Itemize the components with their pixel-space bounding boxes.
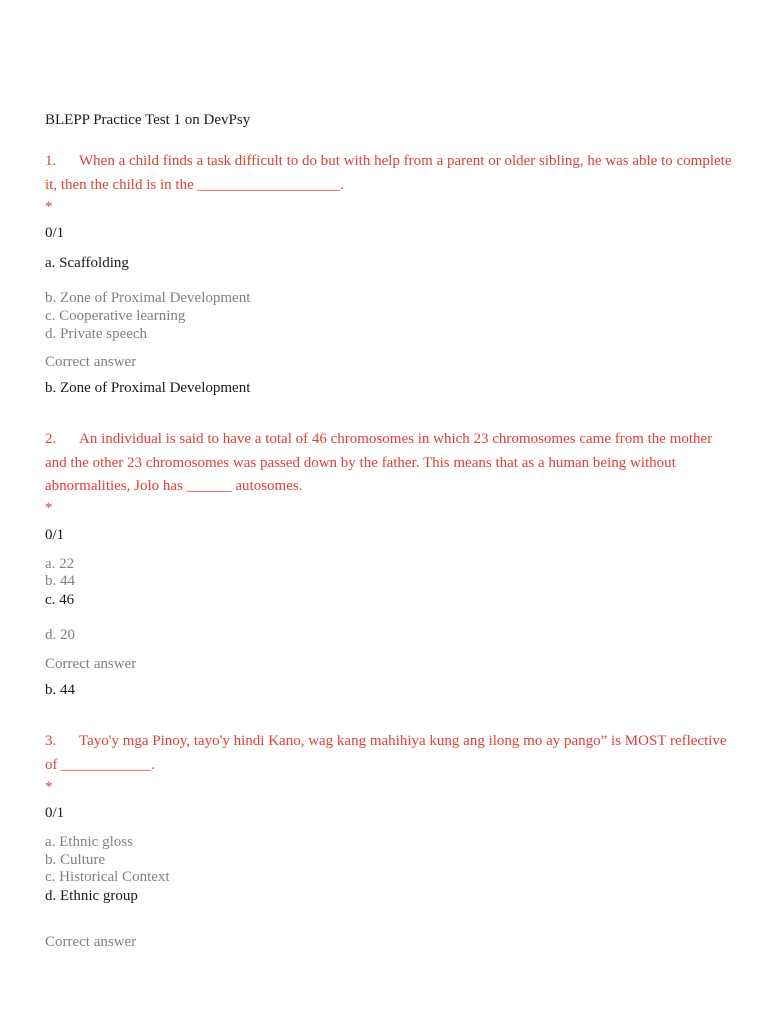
question-1-number: 1. <box>45 153 57 169</box>
required-mark: * <box>45 500 53 516</box>
question-1-prompt <box>45 150 735 197</box>
question-2-score: 0/1 <box>45 527 65 543</box>
question-2-correct-answer: b. 44 <box>45 682 75 698</box>
question-3-text: Tayo'y mga Pinoy, tayo'y hindi Kano, wag kang mahihiya kung ang ilong mo ay pango” is MOST reflective of ____________. <box>45 733 727 773</box>
question-2-option-d[interactable]: d. 20 <box>45 627 75 643</box>
question-2-correct-label: Correct answer <box>45 656 137 672</box>
question-1-option-a[interactable]: a. Scaffolding <box>45 255 129 271</box>
required-mark: * <box>45 779 53 795</box>
question-1-correct-answer: b. Zone of Proximal Development <box>45 380 251 396</box>
question-3-option-a[interactable]: a. Ethnic gloss <box>45 834 133 850</box>
question-3-correct-label: Correct answer <box>45 934 137 950</box>
question-3-prompt <box>45 730 735 777</box>
question-3-option-c[interactable]: c. Historical Context <box>45 869 170 885</box>
question-2-text: An individual is said to have a total of 46 chromosomes in which 23 chromosomes came from the mother and the other 23 chromosomes was passed down by the father. This means that as a human being without abnormalities, Jolo has ______ autosomes. <box>45 431 713 494</box>
question-2-option-b[interactable]: b. 44 <box>45 573 75 589</box>
question-2-option-a[interactable]: a. 22 <box>45 556 75 572</box>
question-1-option-b[interactable]: b. Zone of Proximal Development <box>45 290 251 306</box>
question-2-number: 2. <box>45 431 57 447</box>
question-1-option-d[interactable]: d. Private speech <box>45 326 148 342</box>
question-1-option-c[interactable]: c. Cooperative learning <box>45 308 186 324</box>
question-3-number: 3. <box>45 733 57 749</box>
question-3-option-d[interactable]: d. Ethnic group <box>45 888 138 904</box>
document-title: BLEPP Practice Test 1 on DevPsy <box>45 112 251 128</box>
question-1-text: When a child finds a task difficult to do but with help from a parent or older sibling, he was able to complete it, then the child is in the ___________________. <box>45 153 732 193</box>
question-3-option-b[interactable]: b. Culture <box>45 852 105 868</box>
required-mark: * <box>45 199 53 215</box>
question-1-score: 0/1 <box>45 225 65 241</box>
question-3-score: 0/1 <box>45 805 65 821</box>
question-2-prompt <box>45 428 735 499</box>
question-1-correct-label: Correct answer <box>45 354 137 370</box>
question-2-option-c[interactable]: c. 46 <box>45 592 75 608</box>
